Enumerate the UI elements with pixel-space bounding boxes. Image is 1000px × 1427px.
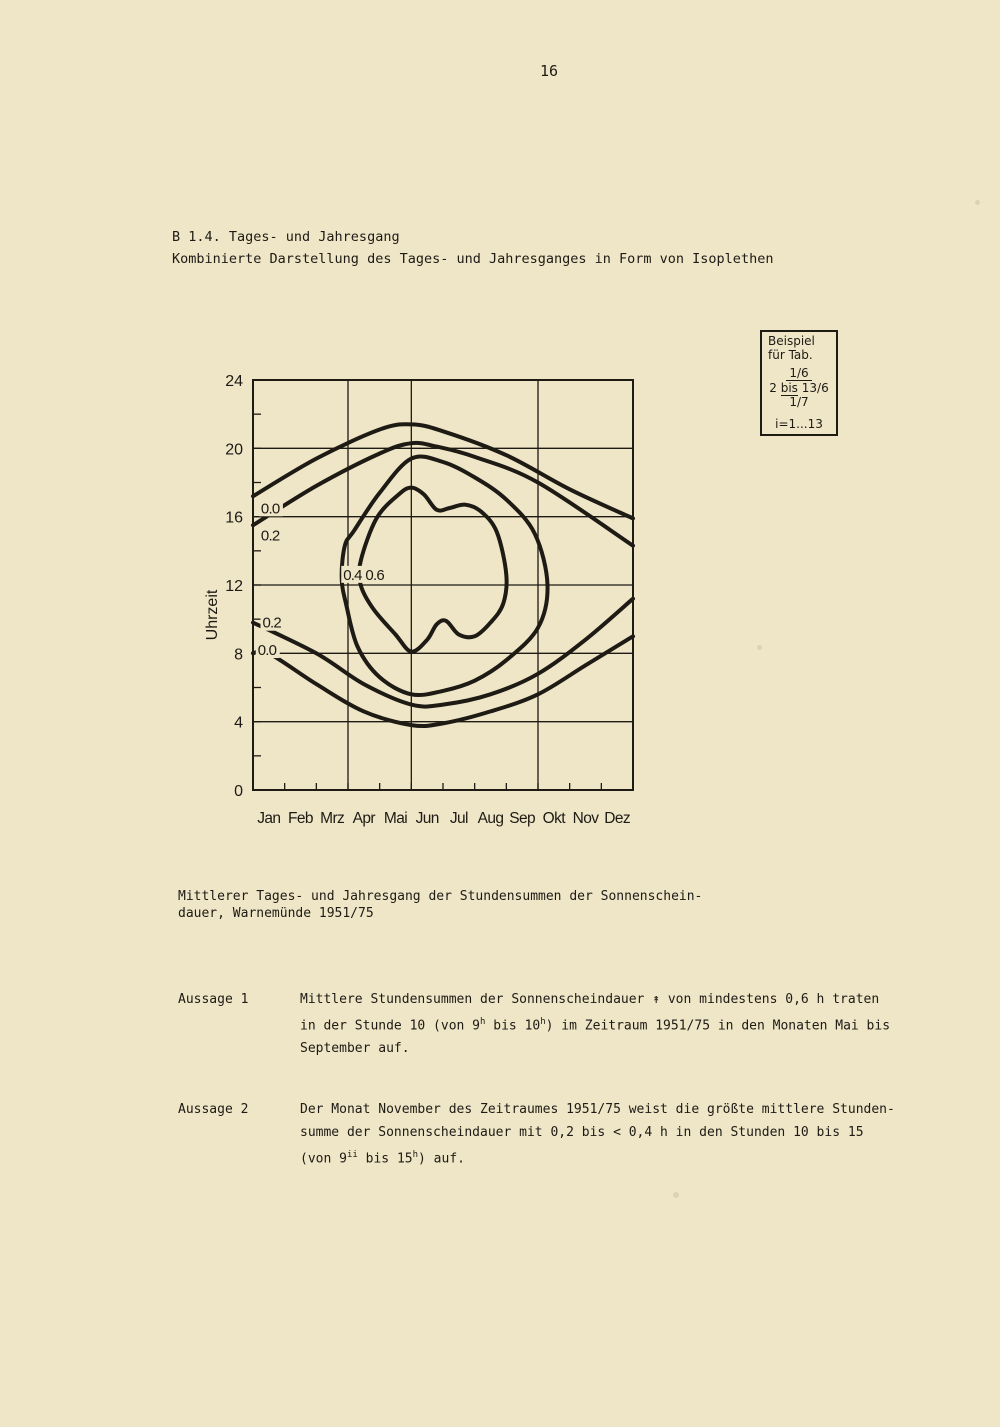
legend-denominator: 1/7 [789,395,809,409]
y-tick-label: 20 [225,441,243,459]
chart-grid [253,380,633,790]
statement-1-line-3: September auf. [300,1041,410,1057]
statement-2-line-3: (von 9$^{ii}$ bis 15$^h$) auf. [300,1150,465,1167]
caption-line-2: dauer, Warnemünde 1951/75 [178,906,374,921]
x-category-label: Dez [604,810,631,827]
x-category-label: Mai [383,810,408,827]
isopleth-curves [253,424,633,726]
y-axis-title: Uhrzeit [204,589,221,641]
page-number: 16 [540,62,559,80]
isopleth-label: 0.0 [260,500,280,518]
statement-2-label: Aussage 2 [178,1102,249,1117]
x-category-label: Mrz [320,810,345,827]
figure-caption [178,888,702,922]
isopleth-label: 0.2 [260,527,280,545]
y-tick-label: 0 [234,783,243,800]
isopleth-label: 0.6 [365,566,384,584]
y-tick-label: 24 [225,373,243,390]
x-category-label: Apr [352,810,375,827]
statement-1-line-2: in der Stunde 10 (von 9$^h$ bis 10$^h$) im Zeitraum 1951/75 in den Monaten Mai bis [300,1017,891,1034]
legend-right: 13/6 [801,381,829,395]
x-category-label: Jul [449,810,468,827]
y-tick-label: 12 [225,578,243,595]
x-category-label: Aug [477,810,504,827]
statement-2-line-2: summe der Sonnenscheindauer mit 0,2 bis < 0,4 h in den Stunden 10 bis 15 [300,1125,864,1140]
statement-1-body [300,988,918,1060]
legend-bis: bis [780,381,798,395]
y-tick-label: 8 [234,646,243,664]
caption-line-1: Mittlerer Tages- und Jahresgang der Stundensummen der Sonnenschein- [178,889,703,904]
statement-2-line-1: Der Monat November des Zeitraumes 1951/75 weist die größte mittlere Stunden- [300,1102,895,1117]
legend-title-1: Beispiel [768,334,815,348]
legend-range: i=1...13 [775,417,823,431]
y-tick-label: 16 [225,509,243,527]
legend-numerator: 1/6 [786,366,811,381]
x-category-label: Jun [415,810,439,827]
x-category-label: Sep [509,810,536,827]
isopleth-label: 0.2 [262,614,281,632]
heading-line-2: Kombinierte Darstellung des Tages- und Jahresganges in Form von Isoplethen [172,251,774,267]
legend-title-2: für Tab. [768,348,813,362]
x-category-label: Feb [288,810,313,827]
heading-line-1: B 1.4. Tages- und Jahresgang [172,229,400,245]
statement-1-label: Aussage 1 [178,992,249,1007]
legend-left: 2 [769,381,777,395]
y-tick-label: 4 [234,714,243,732]
isopleth-label: 0.4 [343,566,362,584]
statement-1-line-1: Mittlere Stundensummen der Sonnenscheindauer ↟ von mindestens 0,6 h traten [300,992,880,1007]
x-category-label: Nov [572,810,599,827]
x-category-label: Okt [542,810,565,827]
statement-2-body [300,1098,918,1170]
x-category-label: Jan [257,810,281,827]
isopleth-label: 0.0 [257,642,277,660]
